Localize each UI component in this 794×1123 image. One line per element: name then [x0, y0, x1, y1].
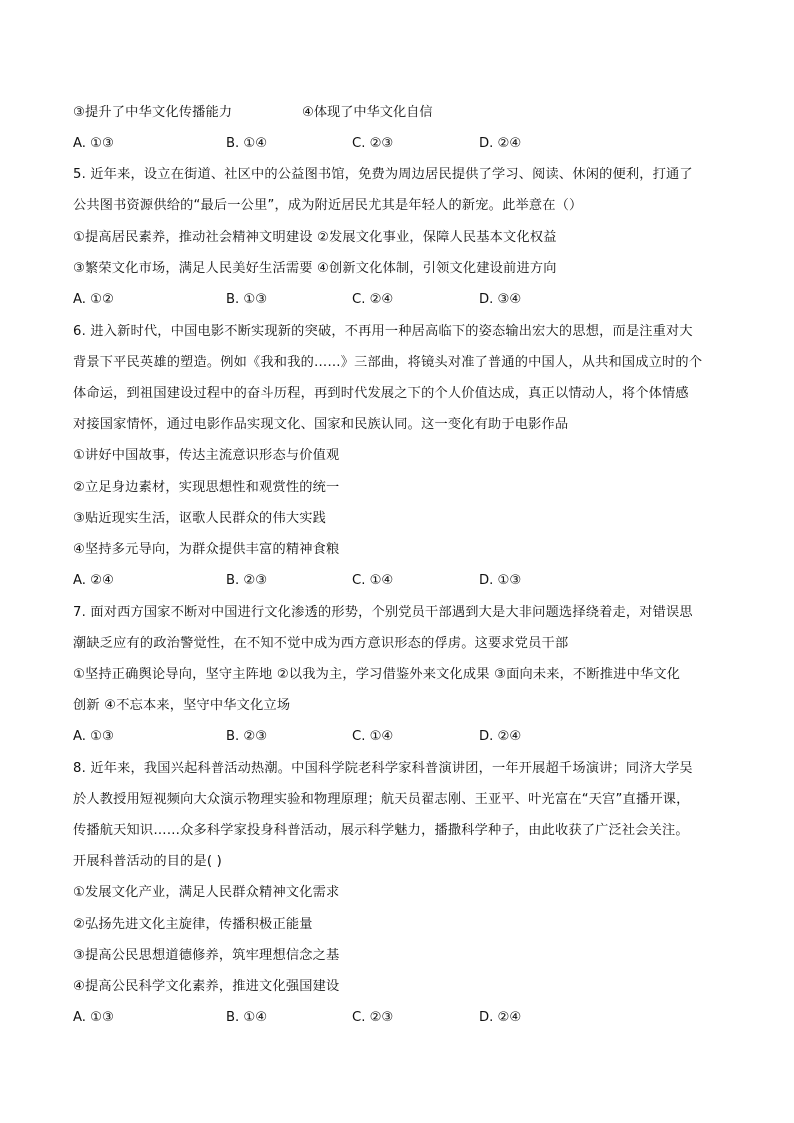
q7-stem-line-2: 潮缺乏应有的政治警觉性，在不知不觉中成为西方意识形态的俘虏。这要求党员干部: [73, 636, 569, 651]
q6-statement-1: ①讲好中国故事，传达主流意识形态与价值观: [73, 448, 340, 463]
q7-statements-line-1: ①坚持正确舆论导向，坚守主阵地 ②以我为主，学习借鉴外来文化成果 ③面向未来，不断推进中华文化: [73, 667, 681, 682]
q7-statements-line-2: 创新 ④不忘本来，坚守中华文化立场: [73, 698, 291, 713]
q6-stem-line-4: 对接国家情怀，通过电影作品实现文化、国家和民族认同。这一变化有助于电影作品: [73, 417, 569, 432]
q6-option-b: B. ②③: [226, 573, 268, 588]
q4-statement-4: ④体现了中华文化自信: [302, 105, 433, 120]
q8-statement-1: ①发展文化产业，满足人民群众精神文化需求: [73, 885, 340, 900]
q5-statements-3-4: ③繁荣文化市场，满足人民美好生活需要 ④创新文化体制，引领文化建设前进方向: [73, 261, 557, 276]
q4-option-b: B. ①④: [226, 136, 268, 151]
q6-statement-3: ③贴近现实生活，讴歌人民群众的伟大实践: [73, 511, 326, 526]
q7-option-a: A. ①③: [73, 729, 114, 744]
q6-stem-line-2: 背景下平民英雄的塑造。例如《我和我的……》三部曲，将镜头对准了普通的中国人，从共和国成立时的个: [73, 355, 703, 370]
q8-option-a: A. ①③: [73, 1010, 114, 1025]
q7-option-b: B. ②③: [226, 729, 268, 744]
q5-option-c: C. ②④: [352, 292, 394, 307]
q6-stem-line-3: 体命运，到祖国建设过程中的奋斗历程，再到时代发展之下的个人价值达成，真正以情动人，将个体情感: [73, 386, 689, 401]
q5-stem-line-1: 5. 近年来，设立在街道、社区中的公益图书馆，免费为周边居民提供了学习、阅读、休闲的便利，打通了: [73, 167, 693, 182]
q8-stem-line-4: 开展科普活动的目的是( ): [73, 854, 222, 869]
q5-option-a: A. ①②: [73, 292, 114, 307]
q4-option-a: A. ①③: [73, 136, 114, 151]
q7-option-d: D. ②④: [479, 729, 522, 744]
q8-statement-3: ③提高公民思想道德修养，筑牢理想信念之基: [73, 948, 340, 963]
q7-stem-line-1: 7. 面对西方国家不断对中国进行文化渗透的形势，个别党员干部遇到大是大非问题选择绕着走，对错误思: [73, 605, 693, 620]
q6-option-c: C. ①④: [352, 573, 394, 588]
q7-option-c: C. ①④: [352, 729, 394, 744]
q5-option-b: B. ①③: [226, 292, 268, 307]
q5-statements-1-2: ①提高居民素养，推动社会精神文明建设 ②发展文化事业，保障人民基本文化权益: [73, 230, 557, 245]
q6-option-a: A. ②④: [73, 573, 114, 588]
q6-statement-2: ②立足身边素材，实现思想性和观赏性的统一: [73, 480, 340, 495]
q8-statement-2: ②弘扬先进文化主旋律，传播积极正能量: [73, 917, 313, 932]
q4-option-c: C. ②③: [352, 136, 394, 151]
q8-option-d: D. ②④: [479, 1010, 522, 1025]
q5-stem-line-2: 公共图书资源供给的“最后一公里”，成为附近居民尤其是年轻人的新宠。此举意在（）: [73, 198, 583, 213]
q8-stem-line-1: 8. 近年来，我国兴起科普活动热潮。中国科学院老科学家科普演讲团，一年开展超千场演讲；同济大学吴: [73, 761, 693, 776]
q5-option-d: D. ③④: [479, 292, 522, 307]
q8-stem-line-3: 传播航天知识……众多科学家投身科普活动，展示科学魅力，播撒科学种子，由此收获了广泛社会关注。: [73, 823, 689, 838]
q6-option-d: D. ①③: [479, 573, 522, 588]
q6-stem-line-1: 6. 进入新时代，中国电影不断实现新的突破，不再用一种居高临下的姿态输出宏大的思想，而是注重对大: [73, 324, 693, 339]
q4-statement-3: ③提升了中华文化传播能力: [73, 105, 233, 120]
q8-option-b: B. ①④: [226, 1010, 268, 1025]
q4-option-d: D. ②④: [479, 136, 522, 151]
q8-stem-line-2: 於人教授用短视频向大众演示物理实验和物理原理；航天员翟志刚、王亚平、叶光富在“天宫”直播开课，: [73, 792, 690, 807]
q6-statement-4: ④坚持多元导向，为群众提供丰富的精神食粮: [73, 542, 340, 557]
q8-option-c: C. ②③: [352, 1010, 394, 1025]
q8-statement-4: ④提高公民科学文化素养，推进文化强国建设: [73, 979, 340, 994]
